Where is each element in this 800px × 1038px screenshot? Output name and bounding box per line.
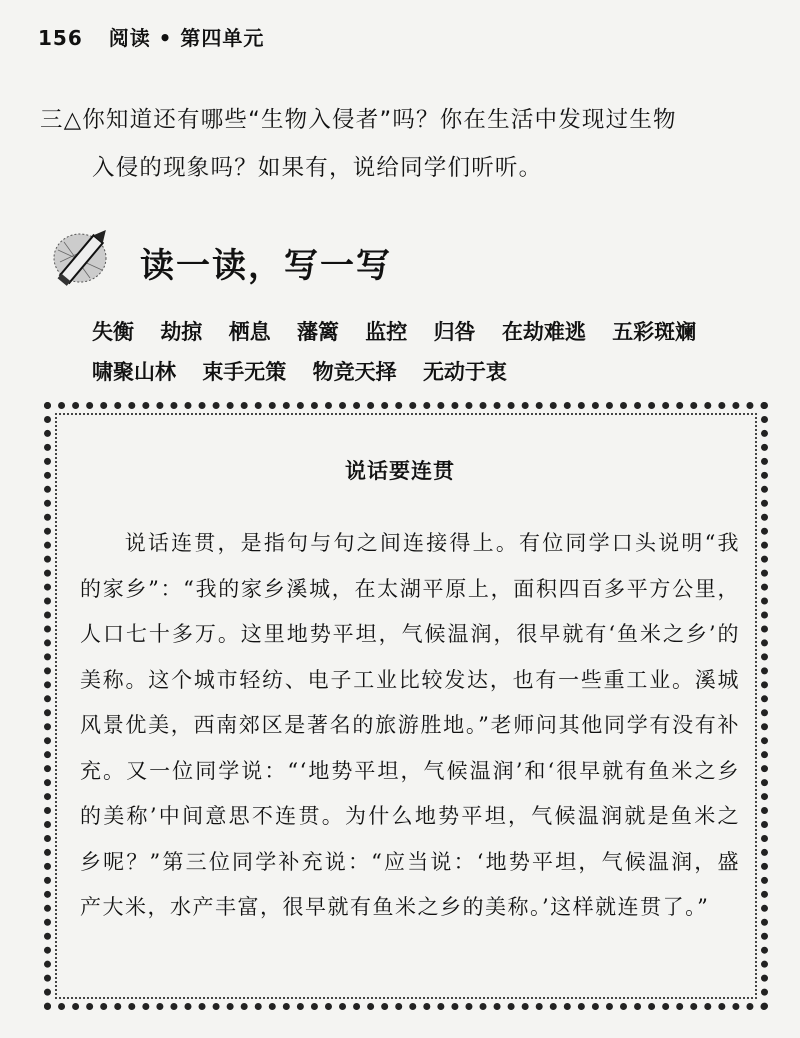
question-line-2: 入侵的现象吗？如果有，说给同学们听听。 bbox=[92, 155, 543, 181]
question-line-1: 三△你知道还有哪些“生物入侵者”吗？你在生活中发现过生物 bbox=[40, 107, 677, 133]
page-header bbox=[38, 22, 264, 51]
section-title: 读一读，写一写 bbox=[140, 246, 392, 286]
vocab-word: 劫掠 bbox=[160, 319, 203, 344]
vocab-word: 失衡 bbox=[92, 319, 134, 344]
vocab-word: 无动于衷 bbox=[422, 359, 507, 384]
vocab-word: 在劫难逃 bbox=[501, 319, 586, 344]
vocab-word: 监控 bbox=[365, 319, 408, 344]
vocab-word: 归咎 bbox=[433, 319, 476, 344]
vocab-word: 束手无策 bbox=[202, 359, 287, 384]
page-number: 156 bbox=[38, 26, 83, 50]
vocab-word: 啸聚山林 bbox=[92, 359, 176, 384]
unit-label: 阅读 • 第四单元 bbox=[108, 26, 265, 50]
box-paragraph: 说话连贯，是指句与句之间连接得上。有位同学口头说明“我的家乡”：“我的家乡溪城，在太湖平原上，面积四百多平方公里，人口七十多万。这里地势平坦，气候温润，很早就有‘鱼米之乡’的美称。这个城市轻纺、电子工业比较发达，也有一些重工业。溪城风景优美，西南郊区是著名的旅游胜地。”老师问其他同学有没有补充。又一位同学说：“‘地势平坦，气候温润’和‘很早就有鱼米之乡的美称’中间意思不连贯。为什么地势平坦，气候温润就是鱼米之乡呢？”第三位同学补充说：“应当说：‘地势平坦，气候温润，盛产大米，水产丰富，很早就有鱼米之乡的美称。’这样就连贯了。” bbox=[80, 531, 740, 919]
pencil-icon bbox=[50, 220, 118, 290]
box-title: 说话要连贯 bbox=[345, 459, 455, 483]
vocab-word: 五彩斑斓 bbox=[612, 319, 697, 344]
vocabulary-list bbox=[92, 312, 782, 392]
discussion-question bbox=[40, 96, 780, 192]
box-body bbox=[80, 521, 740, 931]
vocab-word: 栖息 bbox=[228, 319, 271, 344]
vocab-word: 藩篱 bbox=[296, 319, 339, 344]
vocab-word: 物竞天择 bbox=[312, 359, 397, 384]
